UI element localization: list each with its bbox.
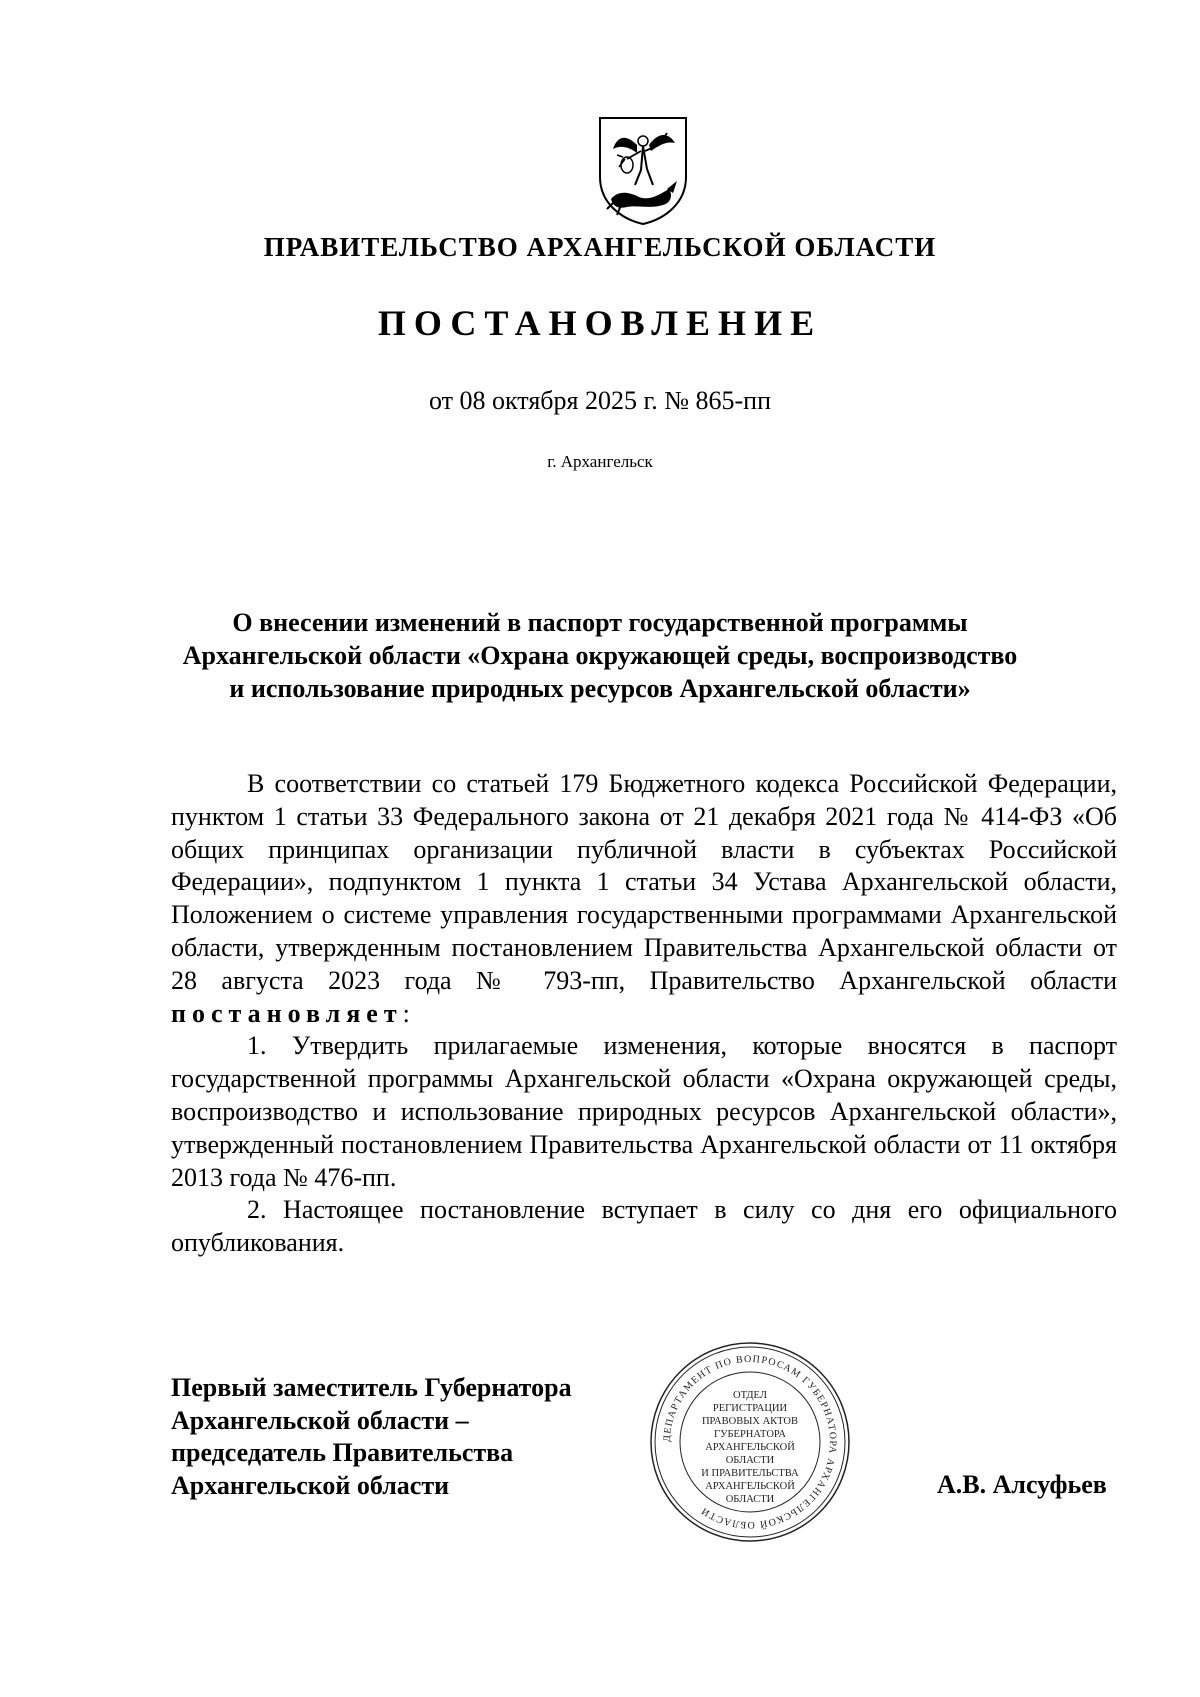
stamp-center-line: ОТДЕЛ [733,1390,767,1401]
stamp-center-line: АРХАНГЕЛЬСКОЙ [705,1481,795,1492]
item-paragraph-2: 2. Настоящее постановление вступает в силу со дня его официального опубликования. [171,1195,1117,1258]
stamp-center-line: ГУБЕРНАТОРА [714,1429,786,1440]
government-title: ПРАВИТЕЛЬСТВО АРХАНГЕЛЬСКОЙ ОБЛАСТИ [263,232,937,262]
subject-line: О внесении изменений в паспорт государственной программы [232,608,968,637]
document-subject [130,606,1070,705]
document-type: ПОСТАНОВЛЕНИЕ [377,303,823,343]
signer-position-line: Архангельской области [171,1470,450,1500]
subject-line: Архангельской области «Охрана окружающей среды, воспроизводство [182,641,1018,670]
coat-of-arms-icon [597,115,689,227]
document-date-number: от 08 октября 2025 г. № 865-пп [429,386,771,415]
item-paragraph-1: 1. Утвердить прилагаемые изменения, которые вносятся в паспорт государственной программы Архангельской области «Охрана окружающей среды, воспроизводство и использование природных ресурсов Архангельской области», утвержденный постановлением Правительства Архангельской области от 11 октября 2013 года № 476-пп. [171,1031,1117,1192]
stamp-center-line: ОБЛАСТИ [725,1494,775,1505]
decree-word: постановляет [171,998,403,1028]
subject-line: и использование природных ресурсов Архангельской области» [229,674,971,703]
stamp-center-line: И ПРАВИТЕЛЬСТВА [701,1468,799,1479]
stamp-center-line: РЕГИСТРАЦИИ [712,1403,788,1414]
signer-position-line: Первый заместитель Губернатора [171,1373,572,1402]
document-body [171,768,1117,1260]
document-city: г. Архангельск [547,452,653,471]
registration-stamp-icon [648,1340,852,1544]
preamble-paragraph [171,768,1117,1030]
stamp-center-line: ПРАВОВЫХ АКТОВ [701,1416,799,1427]
signer-name: А.В. Алсуфьев [937,1470,1107,1499]
stamp-ring-text: ДЕПАРТАМЕНТ ПО ВОПРОСАМ ГУБЕРНАТОРА АРХАНГЕЛЬСКОЙ ОБЛАСТИ [661,1353,839,1531]
stamp-center-line: АРХАНГЕЛЬСКОЙ [705,1442,795,1453]
preamble-text: В соответствии со статьей 179 Бюджетного кодекса Российской Федерации, пунктом 1 статьи 33 Федерального закона от 21 декабря 2021 года № 414-ФЗ «Об общих принципах организации публичной власти в субъектах Российской Федерации», подпунктом 1 пункта 1 статьи 34 Устава Архангельской области, Положением о системе управления государственными программами Архангельской области, утвержденным постановлением Правительства Архангельской области от 28 августа 2023 года № 793-пп, Правительство Архангельской области [171,769,1117,995]
signer-position-line: председатель Правительства [171,1438,514,1467]
signer-position-line: Архангельской области – [171,1405,469,1435]
stamp-center-line: ОБЛАСТИ [725,1455,775,1466]
decree-punct: : [402,998,410,1028]
signer-position [171,1372,651,1502]
